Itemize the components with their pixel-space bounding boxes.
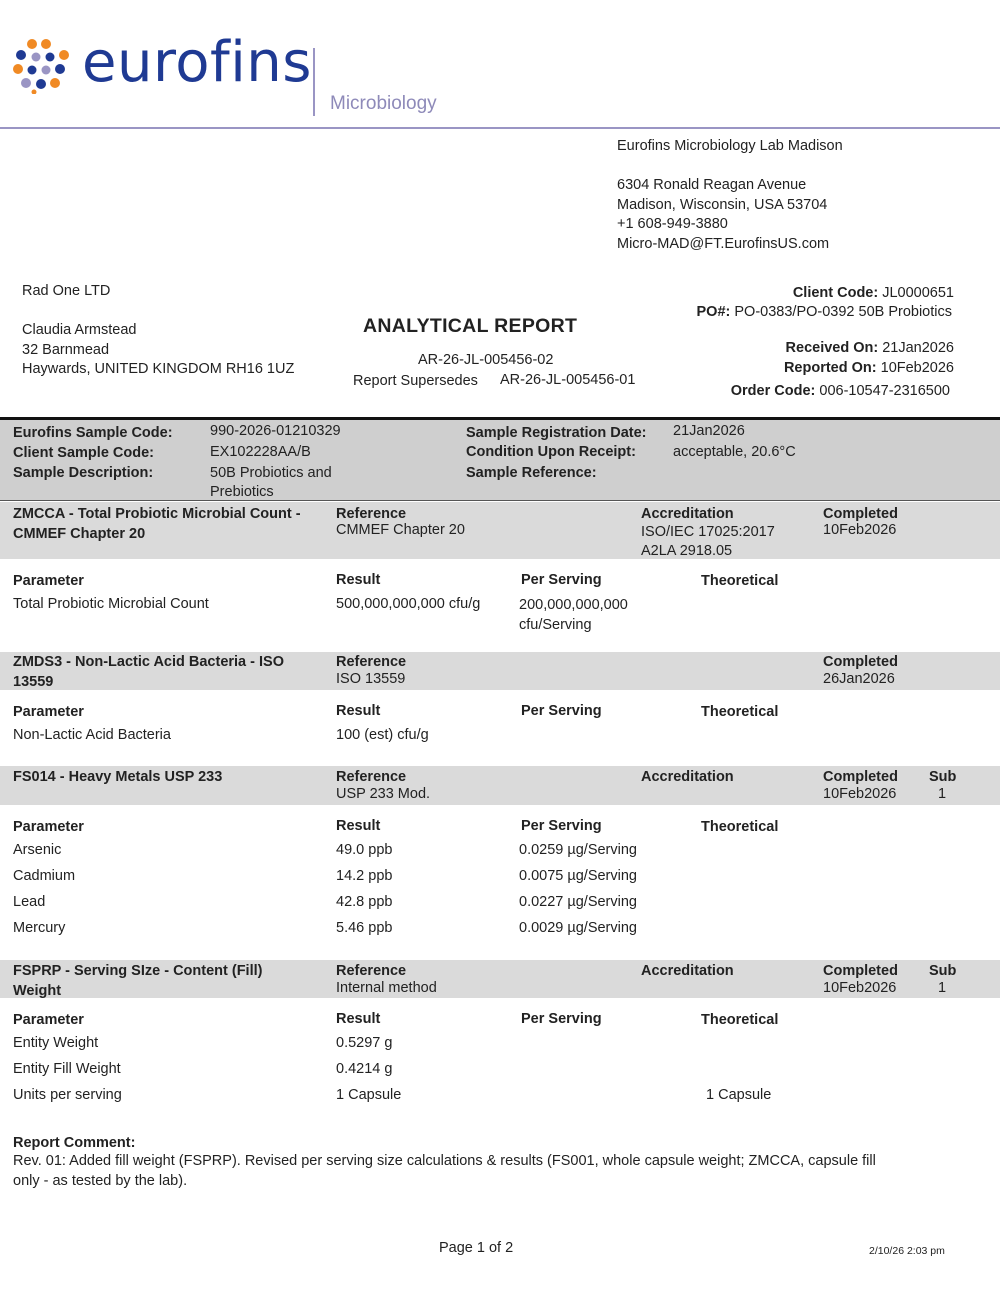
theoretical-header: Theoretical	[701, 1012, 779, 1028]
comment-label: Report Comment:	[13, 1135, 136, 1151]
param-serving: 0.0227 µg/Serving	[519, 894, 637, 910]
parameter-header: Parameter	[13, 573, 84, 589]
page-number: Page 1 of 2	[439, 1240, 514, 1256]
sub-value: 1	[938, 980, 947, 996]
accreditation-line1: ISO/IEC 17025:2017	[641, 524, 775, 540]
sample-description-line2: Prebiotics	[210, 484, 274, 500]
completed-label: Completed	[823, 963, 898, 979]
completed-value: 26Jan2026	[823, 671, 895, 687]
parameter-header: Parameter	[13, 704, 84, 720]
client-sample-code-label: Client Sample Code:	[13, 445, 154, 461]
param-result: 49.0 ppb	[336, 842, 393, 858]
reference-value: ISO 13559	[336, 671, 406, 687]
logo-divider	[313, 48, 315, 116]
lab-address1: 6304 Ronald Reagan Avenue	[617, 177, 807, 193]
param-result: 0.4214 g	[336, 1061, 393, 1077]
param-name: Cadmium	[13, 868, 76, 884]
section-title-line1: FS014 - Heavy Metals USP 233	[13, 769, 223, 785]
condition-label: Condition Upon Receipt:	[466, 444, 636, 460]
sub-label: Sub	[929, 963, 957, 979]
accreditation-label: Accreditation	[641, 963, 734, 979]
theoretical-header: Theoretical	[701, 819, 779, 835]
lab-email: Micro-MAD@FT.EurofinsUS.com	[617, 236, 830, 252]
result-header: Result	[336, 703, 381, 719]
print-timestamp: 2/10/26 2:03 pm	[869, 1245, 945, 1257]
accreditation-line2: A2LA 2918.05	[641, 543, 733, 559]
completed-label: Completed	[823, 654, 898, 670]
param-name: Total Probiotic Microbial Count	[13, 596, 209, 612]
param-serving: 0.0259 µg/Serving	[519, 842, 637, 858]
supersedes-label: Report Supersedes	[353, 373, 478, 389]
param-name: Entity Fill Weight	[13, 1061, 121, 1077]
reference-value: USP 233 Mod.	[336, 786, 431, 802]
completed-label: Completed	[823, 769, 898, 785]
client-contact: Claudia Armstead	[22, 322, 137, 338]
param-name: Non-Lactic Acid Bacteria	[13, 727, 171, 743]
reference-label: Reference	[336, 963, 407, 979]
eurofins-logo-text: eurofins	[82, 30, 312, 95]
header-rule	[0, 127, 1000, 129]
param-serving: 0.0029 µg/Serving	[519, 920, 637, 936]
eurofins-logo-mark-icon	[12, 38, 72, 94]
param-name: Entity Weight	[13, 1035, 99, 1051]
param-name: Lead	[13, 894, 46, 910]
report-title: ANALYTICAL REPORT	[363, 315, 578, 337]
po-number: PO#: PO-0383/PO-0392 50B Probiotics	[696, 304, 952, 320]
accreditation-label: Accreditation	[641, 506, 734, 522]
reference-label: Reference	[336, 506, 407, 522]
param-result: 1 Capsule	[336, 1087, 402, 1103]
param-result: 42.8 ppb	[336, 894, 393, 910]
completed-value: 10Feb2026	[823, 522, 897, 538]
section-title-line1: FSPRP - Serving SIze - Content (Fill)	[13, 963, 263, 979]
param-result: 500,000,000,000 cfu/g	[336, 596, 481, 612]
param-serving-line1: 200,000,000,000	[519, 597, 628, 613]
param-result: 14.2 ppb	[336, 868, 393, 884]
registration-date: 21Jan2026	[673, 423, 745, 439]
sample-reference-label: Sample Reference:	[466, 465, 597, 481]
sample-description-line1: 50B Probiotics and	[210, 465, 332, 481]
order-code: Order Code: 006-10547-2316500	[730, 383, 950, 399]
per-serving-header: Per Serving	[521, 703, 602, 719]
per-serving-header: Per Serving	[521, 818, 602, 834]
completed-label: Completed	[823, 506, 898, 522]
reference-value: CMMEF Chapter 20	[336, 522, 465, 538]
result-header: Result	[336, 572, 381, 588]
parameter-header: Parameter	[13, 819, 84, 835]
lab-address2: Madison, Wisconsin, USA 53704	[617, 197, 828, 213]
sample-code-label: Eurofins Sample Code:	[13, 425, 173, 441]
param-serving: 0.0075 µg/Serving	[519, 868, 637, 884]
client-city: Haywards, UNITED KINGDOM RH16 1UZ	[22, 361, 295, 377]
section-title-line2: CMMEF Chapter 20	[13, 526, 146, 542]
param-result: 5.46 ppb	[336, 920, 393, 936]
client-company: Rad One LTD	[22, 283, 111, 299]
param-result: 0.5297 g	[336, 1035, 393, 1051]
sample-code: 990-2026-01210329	[210, 423, 341, 439]
completed-value: 10Feb2026	[823, 980, 897, 996]
param-theoretical: 1 Capsule	[706, 1087, 772, 1103]
accreditation-label: Accreditation	[641, 769, 734, 785]
lab-name: Eurofins Microbiology Lab Madison	[617, 138, 843, 154]
sub-label: Sub	[929, 769, 957, 785]
param-name: Arsenic	[13, 842, 62, 858]
section-title-line2: 13559	[13, 674, 54, 690]
client-sample-code: EX102228AA/B	[210, 444, 311, 460]
param-serving-line2: cfu/Serving	[519, 617, 592, 633]
reference-label: Reference	[336, 654, 407, 670]
param-name: Units per serving	[13, 1087, 122, 1103]
theoretical-header: Theoretical	[701, 573, 779, 589]
division-name: Microbiology	[330, 93, 437, 114]
section-title-line1: ZMCCA - Total Probiotic Microbial Count -	[13, 506, 301, 522]
completed-value: 10Feb2026	[823, 786, 897, 802]
comment-line2: only - as tested by the lab).	[13, 1173, 188, 1189]
section-title-line1: ZMDS3 - Non-Lactic Acid Bacteria - ISO	[13, 654, 284, 670]
parameter-header: Parameter	[13, 1012, 84, 1028]
sample-description-label: Sample Description:	[13, 465, 154, 481]
lab-phone: +1 608-949-3880	[617, 216, 728, 232]
section-title-line2: Weight	[13, 983, 62, 999]
param-result: 100 (est) cfu/g	[336, 727, 429, 743]
sub-value: 1	[938, 786, 947, 802]
per-serving-header: Per Serving	[521, 1011, 602, 1027]
reported-on: Reported On: 10Feb2026	[783, 360, 954, 376]
comment-line1: Rev. 01: Added fill weight (FSPRP). Revised per serving size calculations & results (FS001, whole capsule weight; ZMCCA, capsule fill	[13, 1153, 876, 1169]
client-code: Client Code: JL0000651	[792, 285, 954, 301]
client-street: 32 Barnmead	[22, 342, 110, 358]
reference-value: Internal method	[336, 980, 437, 996]
reference-label: Reference	[336, 769, 407, 785]
per-serving-header: Per Serving	[521, 572, 602, 588]
report-number: AR-26-JL-005456-02	[418, 352, 554, 368]
theoretical-header: Theoretical	[701, 704, 779, 720]
supersedes-value: AR-26-JL-005456-01	[500, 372, 636, 388]
registration-date-label: Sample Registration Date:	[466, 425, 647, 441]
condition-value: acceptable, 20.6°C	[673, 444, 796, 460]
param-name: Mercury	[13, 920, 66, 936]
received-on: Received On: 21Jan2026	[785, 340, 954, 356]
result-header: Result	[336, 1011, 381, 1027]
result-header: Result	[336, 818, 381, 834]
